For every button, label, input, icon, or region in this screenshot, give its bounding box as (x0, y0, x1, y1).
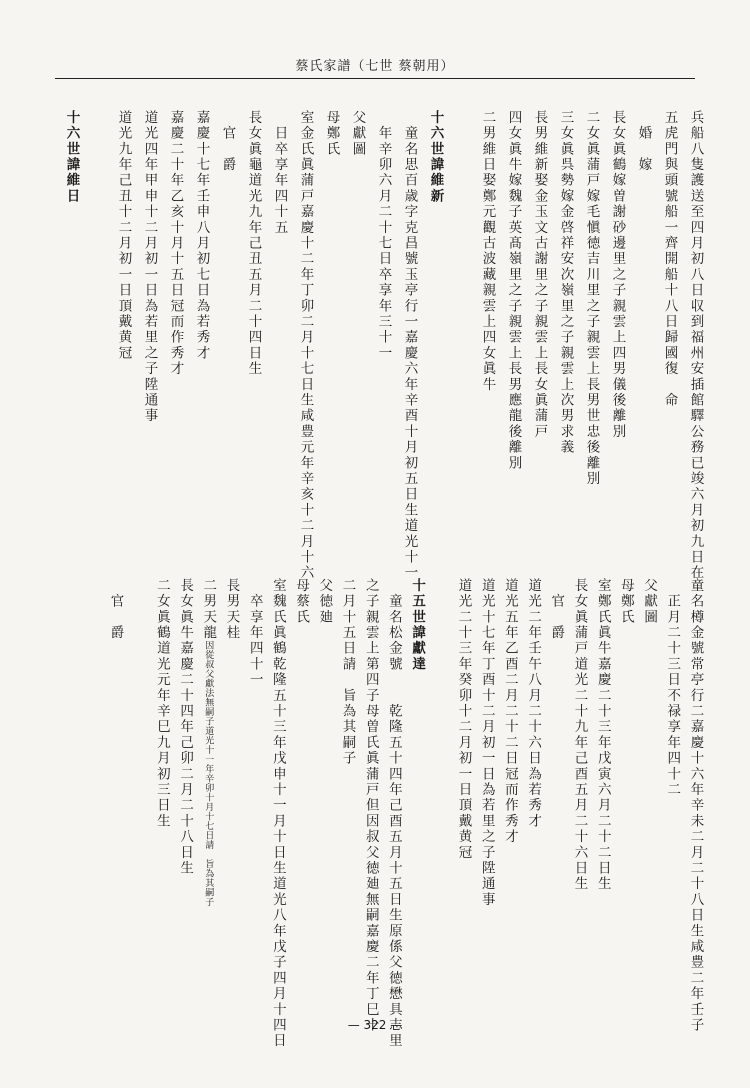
annotation-note: 因從叔父獻法無嗣子道光十一年辛卯十月十七日請 旨為其嗣子 (203, 640, 214, 907)
upper-column: 年辛卯六月二十七日卒享年三十一 (375, 110, 392, 362)
upper-column: 官 爵 (219, 110, 236, 173)
upper-column: 嘉慶二十年乙亥十月十五日冠而作秀才 (167, 110, 184, 377)
lower-column: 十五世諱獻達 (409, 578, 426, 673)
lower-column: 室魏氏眞鶴乾隆五十三年戊申十一月十日生道光八年戊子四月十四日 (269, 578, 286, 1049)
page-number: — 322 — (347, 1018, 403, 1032)
lower-column: 官 爵 (548, 578, 565, 641)
upper-column: 日卒享年四十五 (271, 110, 288, 236)
upper-column: 十六世諱維新 (427, 110, 444, 205)
lower-column: 道光二十三年癸卯十二月初一日頂戴黄冠 (455, 578, 472, 861)
upper-column: 三女眞呉勢嫁金啓祥安次嶺里之子親雲上次男求義 (557, 110, 574, 456)
lower-column: 道光十七年丁酉十二月初一日為若里之子陞通事 (478, 578, 495, 908)
lower-column: 二男天龍因從叔父獻法無嗣子道光十一年辛卯十月十七日請 旨為其嗣子 (200, 578, 217, 907)
lower-column: 卒享年四十一 (246, 578, 263, 688)
upper-column: 五虎門與頭號船一齊開船十八日歸國復 命 (661, 110, 678, 409)
lower-column: 母蔡氏 (293, 578, 310, 626)
upper-column: 兵船八隻護送至四月初八日収到福州安插館驛公務已竣六月初九日在 (687, 110, 704, 581)
upper-column: 道光四年甲申十二月初一日為若里之子陞通事 (141, 110, 158, 424)
lower-column: 父徳廸 (316, 578, 333, 626)
upper-column: 婚 嫁 (635, 110, 652, 173)
upper-column: 童名思百歳字克昌號玉亭行一嘉慶六年辛酉十月初五日生道光十一 (401, 110, 418, 581)
lower-column: 道光五年乙酉二月二十二日冠而作秀才 (501, 578, 518, 845)
lower-column: 正月二十三日不禄享年四十二 (664, 578, 681, 798)
lower-column: 長男天桂 (223, 578, 240, 641)
upper-column: 二女眞蒲戸嫁毛愼徳吉川里之子親雲上長男世忠後離別 (583, 110, 600, 487)
page-header: 蔡氏家譜（七世 蔡朝用） (295, 59, 455, 74)
lower-column: 童名松金號 乾隆五十四年己酉五月十五日生原係父徳懋具志里 (385, 578, 402, 1049)
lower-column: 父獻圖 (641, 578, 658, 626)
upper-column: 二男維日娶鄭元觀古波藏親雲上四女眞牛 (479, 110, 496, 393)
lower-column: 二女眞鶴道光元年辛巳九月初三日生 (153, 578, 170, 830)
lower-column: 二月十五日請 旨為其嗣子 (339, 578, 356, 767)
lower-column: 童名樽金號常亭行二嘉慶十六年辛未二月二十八日生咸豊二年壬子 (687, 578, 704, 1034)
upper-column: 道光九年己丑十二月初一日頂戴黄冠 (115, 110, 132, 362)
lower-column: 室鄭氏眞牛嘉慶二十三年戊寅六月二十二日生 (594, 578, 611, 892)
lower-column: 母鄭氏 (617, 578, 634, 626)
lower-column: 長女眞蒲戸道光二十九年己酉五月二十六日生 (571, 578, 588, 892)
upper-column: 室金氏眞蒲戸嘉慶十二年丁卯二月十七日生咸豊元年辛亥十二月十六 (297, 110, 314, 581)
upper-column: 四女眞牛嫁魏子英髙嶺里之子親雲上長男應龍後離別 (505, 110, 522, 472)
upper-column: 長男維新娶金玉文古謝里之子親雲上長女眞蒲戸 (531, 110, 548, 440)
upper-column: 十六世諱維日 (63, 110, 80, 205)
upper-column: 嘉慶十七年壬申八月初七日為若秀才 (193, 110, 210, 362)
lower-column: 長女眞牛嘉慶二十四年己卯二月二十八日生 (177, 578, 194, 877)
lower-column: 官 爵 (107, 578, 124, 641)
lower-column: 道光二年壬午八月二十六日為若秀才 (525, 578, 542, 830)
upper-column: 長女眞鶴嫁曽謝砂邊里之子親雲上四男儀後離別 (609, 110, 626, 440)
lower-column: 之子親雲上第四子母曽氏眞蒲戸但因叔父徳廸無嗣嘉慶二年丁巳十 (362, 578, 379, 1034)
upper-column: 父獻圖 (349, 110, 366, 158)
header-rule (55, 78, 695, 79)
upper-column: 母鄭氏 (323, 110, 340, 158)
upper-column: 長女眞龜道光九年己丑五月二十四日生 (245, 110, 262, 377)
